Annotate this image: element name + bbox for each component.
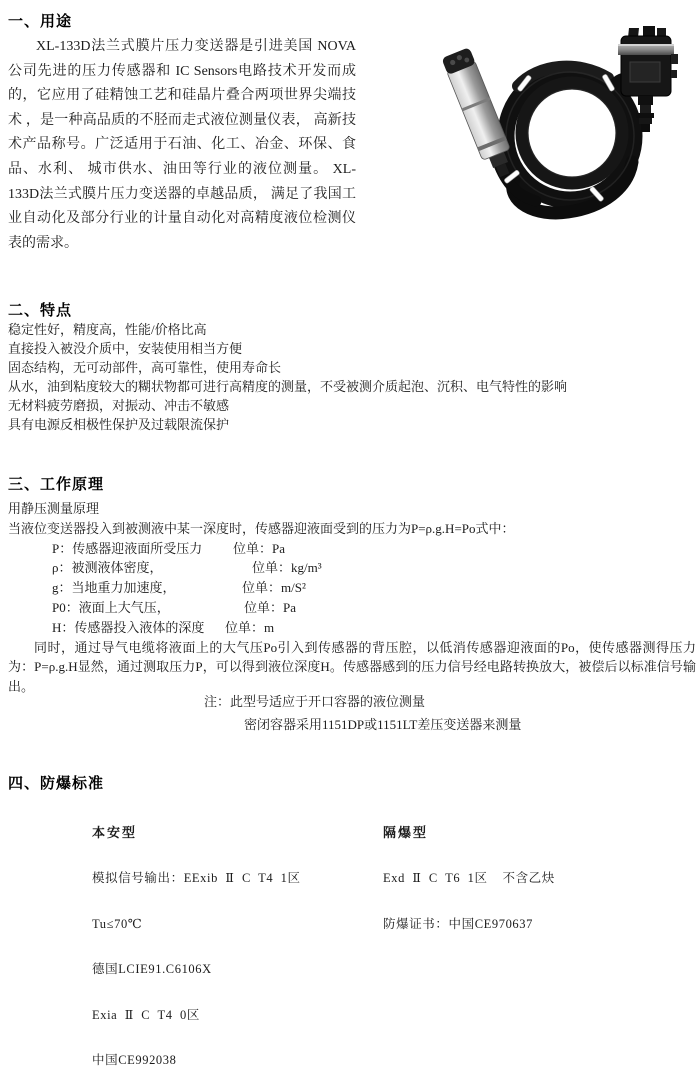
intrinsic-safety-line: Exia Ⅱ C T4 0区	[92, 1007, 200, 1022]
parameter-label: P：传感器迎液面所受压力	[52, 540, 203, 556]
parameter-unit: 位单：kg/m³	[252, 560, 322, 576]
usage-section-heading: 一、用途	[8, 13, 73, 30]
feature-item: 从水，油到粘度较大的糊状物都可进行高精度的测量，不受被测介质起泡、沉积、电气特性的影响	[8, 378, 568, 394]
parameter-label: P0：液面上大气压，	[52, 599, 170, 615]
parameter-unit: 位单：Pa	[233, 540, 286, 556]
principle-section-heading: 三、工作原理	[8, 476, 105, 493]
usage-paragraph: XL-133D法兰式膜片压力变送器是引进美国 NOVA 公司先进的压力传感器和 IC Sensors电路技术开发而成的，它应用了硅精蚀工艺和硅晶片叠合两项世界尖端技术 ，是一种高品质的不胫而走式液位测量仪表， 高新技术产品称号。广泛适用于石油、化工、冶金、环保、食品、水利、 城市供水、油田等行业的液位测量。 XL-133D法兰式膜片压力变送器的卓越品质， 满足了我国工业自动化及部分行业的计量自动化对高精度液位检测仪表的需求。	[8, 39, 356, 251]
intrinsic-safety-line: 德国LCIE91.C6106X	[92, 962, 212, 977]
feature-item: 稳定性好，精度高，性能/价格比高	[8, 322, 207, 337]
intrinsic-safety-line: Tu≤70℃	[92, 916, 143, 931]
principle-body	[8, 499, 696, 697]
feature-item: 无材料疲劳磨损，对振动、冲击不敏感	[8, 397, 230, 413]
flameproof-title: 隔爆型	[383, 825, 429, 841]
parameter-row	[8, 598, 696, 618]
parameter-label: g：当地重力加速度，	[52, 580, 176, 596]
parameter-row	[8, 618, 696, 638]
parameter-row	[8, 578, 696, 598]
principle-closing-paragraph: 同时，通过导气电缆将液面上的大气压Po引入到传感器的背压腔，以低消传感器迎液面的Po，使传感器测得压力为：P=ρ.g.H显然，通过测取压力P，可以得到液位深度H。传感器感到的压力信号经电路转换放大，被偿后以标准信号输出。	[8, 639, 696, 695]
note-line-2: 密闭容器采用1151DP或1151LT差压变送器来测量	[244, 717, 522, 732]
parameter-row	[8, 558, 696, 578]
intrinsic-safety-line: 中国CE992038	[92, 1053, 177, 1068]
parameter-label: ρ：被测液体密度，	[52, 560, 163, 576]
flameproof-line: 防爆证书：中国CE970637	[383, 916, 533, 931]
parameter-row	[8, 539, 696, 559]
parameter-unit: 位单：m/S²	[242, 580, 306, 596]
parameter-table	[8, 539, 696, 638]
parameter-label: H：传感器投入液体的深度	[52, 619, 205, 635]
feature-item: 固态结构，无可动部件，高可靠性，使用寿命长	[8, 359, 282, 375]
feature-list	[8, 321, 567, 434]
intrinsic-safety-column	[92, 795, 301, 1084]
feature-item: 直接投入被没介质中，安装使用相当方便	[8, 340, 243, 356]
principle-intro-line: 用静压测量原理	[8, 501, 100, 516]
parameter-unit: 位单：m	[225, 619, 275, 635]
principle-formula-line: 当液位变送器投入到被测液中某一深度时，传感器迎液面受到的压力为P=ρ.g.H=Po式中：	[8, 520, 515, 536]
flameproof-column	[383, 795, 555, 947]
flameproof-line: Exd Ⅱ C T6 1区 不含乙炔	[383, 871, 555, 886]
features-section-heading: 二、特点	[8, 302, 73, 319]
product-photo	[418, 16, 695, 230]
feature-item: 具有电源反相极性保护及过载限流保护	[8, 416, 230, 432]
note-line-1: 注：此型号适应于开口容器的液位测量	[204, 694, 426, 709]
intrinsic-safety-line: 模拟信号输出：EExib Ⅱ C T4 1区	[92, 871, 301, 886]
explosion-section-heading: 四、防爆标准	[8, 775, 105, 792]
parameter-unit: 位单：Pa	[244, 599, 297, 615]
intrinsic-safety-title: 本安型	[92, 825, 138, 841]
